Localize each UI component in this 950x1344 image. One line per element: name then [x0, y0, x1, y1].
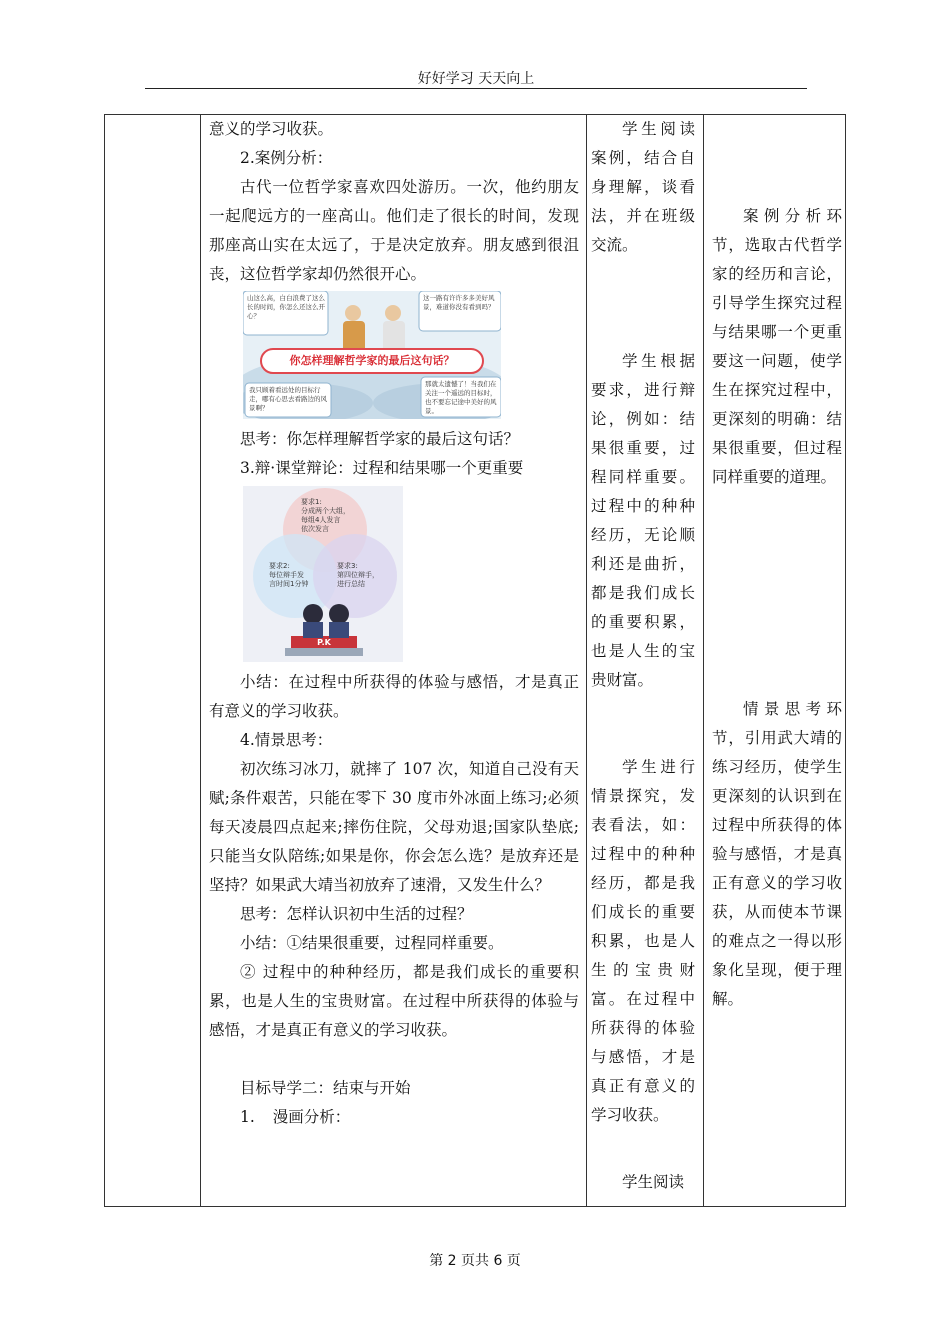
speech-bubble-top-right: 这一路有许许多多美好风景，难道你没有看到吗？ [423, 294, 495, 311]
student-activity-4: 学生阅读 [622, 1173, 685, 1191]
debate-illustration [243, 486, 403, 662]
comic-number: 1. [240, 1108, 255, 1126]
scene-title: 4.情景思考： [240, 731, 333, 749]
student-activity-1: 学生阅读案例，结合自身理解，谈看法，并在班级交流。 [591, 120, 695, 254]
scene-text: 初次练习冰刀，就摔了 107 次，知道自己没有天赋;条件艰苦，只能在零下 30 度市外冰面上练习;必须每天凌晨四点起来;摔伤住院，父母劝退;国家队垫底;只能当女队陪练;如果是你，你会怎么选？是放弃还是坚持？如果武大靖当初放弃了速滑，又发生什么？ [209, 760, 579, 894]
design-intent-column [712, 115, 842, 1014]
think-question-1: 思考：你怎样理解哲学家的最后这句话？ [240, 430, 520, 448]
question-banner: 你怎样理解哲学家的最后这句话？ [289, 354, 455, 367]
design-intent-1: 案例分析环节，选取古代哲学家的经历和言论，引导学生探究过程与结果哪一个更重要这一问题，使学生在探究过程中，更深刻的明确：结果很重要，但过程同样重要的道理。 [712, 207, 842, 486]
debate-title: 3.辩·课堂辩论：过程和结果哪一个更重要 [240, 459, 524, 477]
pk-label: P.K [317, 638, 331, 647]
blank-line [209, 1045, 579, 1074]
header-rule [145, 88, 807, 89]
page-footer: 第 2 页共 6 页 [429, 1253, 521, 1269]
summary-2a: 小结：①结果很重要，过程同样重要。 [240, 934, 504, 952]
paragraph-continued: 意义的学习收获。 [209, 120, 334, 138]
speech-bubble-bottom-right: 那就太遗憾了！当我们在关注一个遥远的目标时，也不要忘记途中美好的风景。 [425, 380, 497, 415]
student-activity-3: 学生进行情景探究，发表看法，如：过程中的种种经历，都是我们成长的重要积累，也是人生的宝贵财富。在过程中所获得的体验与感悟，才是真正有意义的学习收获。 [591, 758, 695, 1124]
speech-bubble-bottom-left: 我只顾着看远处的目标行走，哪有心思去看路边的风景啊？ [249, 386, 327, 412]
comic-analysis-line [209, 1103, 579, 1132]
comic-title: 漫画分析： [272, 1108, 351, 1126]
lesson-table [104, 114, 846, 1207]
column-divider [703, 115, 704, 1206]
requirement-2: 要求2: 每位辩手发 言时间1分钟 [269, 562, 309, 588]
goal-2-title: 目标导学二：结束与开始 [240, 1079, 411, 1097]
case-text: 古代一位哲学家喜欢四处游历。一次，他约朋友一起爬远方的一座高山。他们走了很长的时间，发现那座高山实在太远了，于是决定放弃。朋友感到很沮丧，这位哲学家却仍然很开心。 [209, 178, 579, 283]
design-intent-2: 情景思考环节，引用武大靖的练习经历，使学生更深刻的认识到在过程中所获得的体验与感悟，才是真正有意义的学习收获，从而使本节课的难点之一得以形象化呈现，便于理解。 [712, 700, 842, 1008]
column-divider [200, 115, 201, 1206]
summary-2b: ② 过程中的种种经历，都是我们成长的重要积累，也是人生的宝贵财富。在过程中所获得的体验与感悟，才是真正有意义的学习收获。 [209, 963, 579, 1039]
student-activity-2: 学生根据要求，进行辩论，例如：结果很重要，过程同样重要。过程中的种种经历，无论顺利还是曲折，都是我们成长的重要积累，也是人生的宝贵财富。 [591, 352, 695, 689]
philosopher-illustration [243, 291, 501, 419]
requirement-1: 要求1: 分成两个大组， 每组4人发言 依次发言 [301, 498, 350, 533]
think-question-2: 思考：怎样认识初中生活的过程？ [240, 905, 473, 923]
teaching-content-column [209, 115, 579, 1132]
summary-1: 小结：在过程中所获得的体验与感悟，才是真正有意义的学习收获。 [209, 673, 579, 720]
case-analysis-title: 2.案例分析： [240, 149, 333, 167]
student-activity-column [591, 115, 695, 1197]
column-divider [586, 115, 587, 1206]
requirement-3: 要求3: 第四位辩手， 进行总结 [337, 562, 379, 588]
page-header: 好好学习 天天向上 [417, 71, 535, 87]
speech-bubble-top-left: 山这么高，白白浪费了这么长的时间，你怎么还这么开心？ [247, 294, 325, 320]
